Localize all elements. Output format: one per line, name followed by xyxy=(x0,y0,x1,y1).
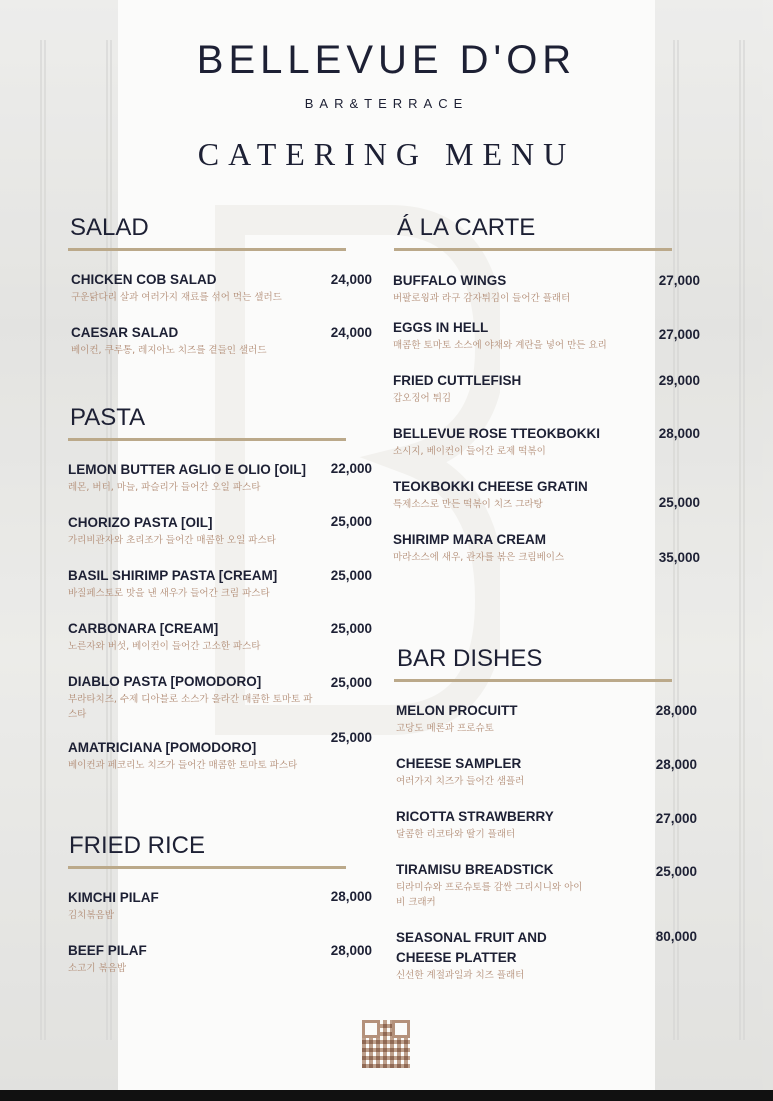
item-desc: 버팔로윙과 라구 감자튀김이 들어간 플래터 xyxy=(393,293,571,304)
menu-item xyxy=(68,943,147,976)
item-desc: 레몬, 버터, 마늘, 파슬리가 들어간 오일 파스타 xyxy=(68,482,261,493)
item-name: BASIL SHIRIMP PASTA [CREAM] xyxy=(68,568,278,583)
rule-a-la-carte xyxy=(394,248,672,251)
menu-item xyxy=(68,462,306,495)
rule-bar-dishes xyxy=(394,679,672,682)
menu-item xyxy=(393,273,570,306)
item-desc: 바질페스토로 맛을 낸 새우가 들어간 크림 파스타 xyxy=(68,588,270,599)
item-desc: 베이컨과 페코리노 치즈가 들어간 매콤한 토마토 파스타 xyxy=(68,760,298,771)
menu-item xyxy=(68,515,276,548)
item-desc: 소시지, 베이컨이 들어간 로제 떡볶이 xyxy=(393,446,546,457)
section-title-pasta: PASTA xyxy=(70,404,146,431)
item-desc: 베이컨, 쿠루통, 레지아노 치즈를 곁들인 샐러드 xyxy=(71,345,267,356)
menu-item xyxy=(396,862,586,910)
item-price: 28,000 xyxy=(655,703,697,718)
menu-item xyxy=(68,674,313,722)
item-desc: 부라타치즈, 수제 디아블로 소스가 올라간 매콤한 토마토 파스타 xyxy=(68,694,313,720)
item-desc: 가리비관자와 초리조가 들어간 매콤한 오일 파스타 xyxy=(68,535,276,546)
item-name: KIMCHI PILAF xyxy=(68,890,159,905)
item-name: BEEF PILAF xyxy=(68,943,147,958)
menu-item xyxy=(393,320,607,353)
item-price: 29,000 xyxy=(658,373,700,388)
item-desc: 김치볶음밥 xyxy=(68,910,114,921)
item-name: SEASONAL FRUIT AND CHEESE PLATTER xyxy=(396,930,547,965)
item-name: SHIRIMP MARA CREAM xyxy=(393,532,547,547)
item-price: 28,000 xyxy=(330,889,372,904)
item-price: 25,000 xyxy=(330,568,372,583)
menu-item xyxy=(68,621,260,654)
section-title-bar-dishes: BAR DISHES xyxy=(397,645,543,672)
menu-item xyxy=(71,325,267,358)
item-price: 28,000 xyxy=(655,757,697,772)
menu-item xyxy=(396,928,596,983)
menu-item xyxy=(68,890,159,923)
item-price: 24,000 xyxy=(330,272,372,287)
item-price: 27,000 xyxy=(658,327,700,342)
section-title-salad: SALAD xyxy=(70,214,149,241)
item-name: TEOKBOKKI CHEESE GRATIN xyxy=(393,479,588,494)
item-price: 25,000 xyxy=(330,730,372,745)
item-desc: 구운닭다리 살과 여러가지 재료를 섞어 먹는 샐러드 xyxy=(71,292,282,303)
rule-fried-rice xyxy=(68,866,346,869)
rule-salad xyxy=(68,248,346,251)
menu-item xyxy=(68,568,277,601)
item-name: TIRAMISU BREADSTICK xyxy=(396,862,554,877)
menu-item xyxy=(396,703,518,736)
section-title-fried-rice: FRIED RICE xyxy=(69,832,206,859)
right-column-decoration xyxy=(673,40,745,1040)
brand-subtitle: BAR&TERRACE xyxy=(304,96,469,111)
item-price: 25,000 xyxy=(330,675,372,690)
item-name: EGGS IN HELL xyxy=(393,320,489,335)
item-name: BUFFALO WINGS xyxy=(393,273,507,288)
item-name: FRIED CUTTLEFISH xyxy=(393,373,522,388)
brand-title: BELLEVUE D'OR xyxy=(196,38,577,82)
item-name: MELON PROCUITT xyxy=(396,703,518,718)
item-desc: 신선한 계절과일과 치즈 플래터 xyxy=(396,970,525,981)
item-price: 28,000 xyxy=(658,426,700,441)
item-name: CHEESE SAMPLER xyxy=(396,756,522,771)
item-price: 27,000 xyxy=(658,273,700,288)
item-price: 35,000 xyxy=(658,550,700,565)
item-price: 25,000 xyxy=(658,495,700,510)
menu-item xyxy=(393,373,521,406)
item-desc: 여러가지 치즈가 들어간 샘플러 xyxy=(396,776,525,787)
item-name: CHORIZO PASTA [OIL] xyxy=(68,515,213,530)
item-desc: 특제소스로 만든 떡볶이 치즈 그라탕 xyxy=(393,499,543,510)
item-name: CAESAR SALAD xyxy=(71,325,179,340)
item-price: 27,000 xyxy=(655,811,697,826)
menu-item xyxy=(393,479,588,512)
item-name: BELLEVUE ROSE TTEOKBOKKI xyxy=(393,426,601,441)
item-name: CARBONARA [CREAM] xyxy=(68,621,219,636)
menu-item xyxy=(68,740,297,773)
item-name: AMATRICIANA [POMODORO] xyxy=(68,740,257,755)
item-price: 80,000 xyxy=(655,929,697,944)
item-desc: 마라소스에 새우, 관자를 볶은 크림베이스 xyxy=(393,552,565,563)
menu-item xyxy=(396,809,554,842)
item-desc: 달콤한 리코타와 딸기 플래터 xyxy=(396,829,516,840)
menu-item xyxy=(393,426,600,459)
menu-title: CATERING MENU xyxy=(197,136,576,172)
item-name: DIABLO PASTA [POMODORO] xyxy=(68,674,262,689)
item-desc: 갑오징어 튀김 xyxy=(393,393,452,404)
item-price: 25,000 xyxy=(655,864,697,879)
item-desc: 티라미슈와 프로슈토를 감싼 그리시니와 아이비 크래커 xyxy=(396,882,583,908)
item-desc: 매콤한 토마토 소스에 야채와 계란을 넣어 만든 요리 xyxy=(393,340,607,351)
item-name: RICOTTA STRAWBERRY xyxy=(396,809,554,824)
item-price: 24,000 xyxy=(330,325,372,340)
item-name: CHICKEN COB SALAD xyxy=(71,272,217,287)
item-desc: 소고기 볶음밥 xyxy=(68,963,127,974)
section-title-a-la-carte: Á LA CARTE xyxy=(397,214,536,241)
rule-pasta xyxy=(68,438,346,441)
item-price: 25,000 xyxy=(330,514,372,529)
item-price: 22,000 xyxy=(330,461,372,476)
item-name: LEMON BUTTER AGLIO E OLIO [OIL] xyxy=(68,462,306,477)
menu-item xyxy=(393,532,564,565)
qr-code[interactable] xyxy=(362,1020,410,1068)
item-price: 25,000 xyxy=(330,621,372,636)
menu-item xyxy=(396,756,524,789)
item-desc: 고당도 메론과 프로슈토 xyxy=(396,723,494,734)
menu-item xyxy=(71,272,282,305)
item-price: 28,000 xyxy=(330,943,372,958)
item-desc: 노른자와 버섯, 베이컨이 들어간 고소한 파스타 xyxy=(68,641,261,652)
